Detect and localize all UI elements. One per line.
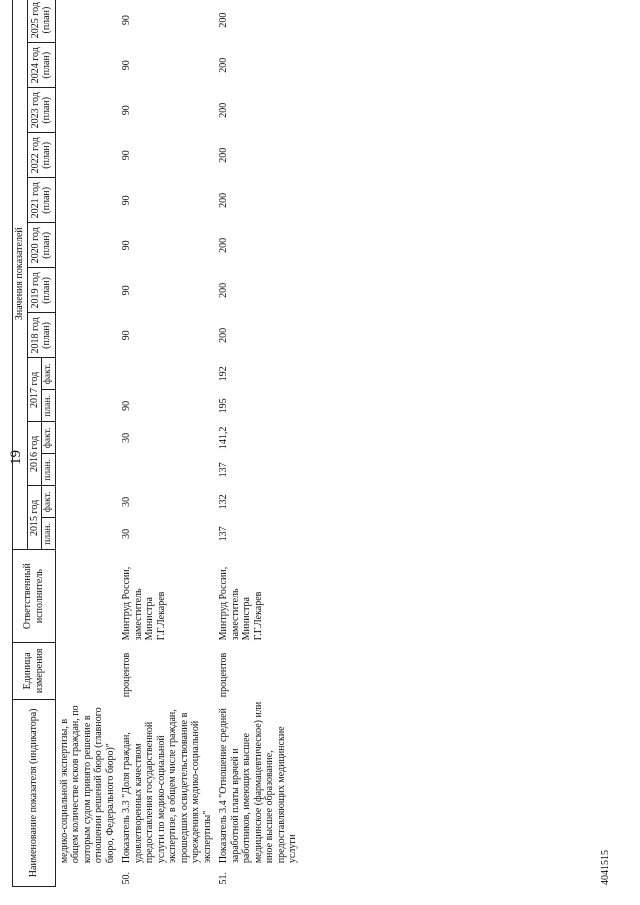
row-value [55,0,118,43]
header-forecast-year: 2025 год (план) [27,0,55,43]
row-value [55,518,118,550]
row-index: 50. [121,872,133,885]
row-value: 200 [218,147,230,163]
header-forecast-year: 2022 год (план) [27,133,55,178]
row-value [55,268,118,313]
row-unit: процентов [218,652,230,698]
row-value [55,178,118,223]
row-value: 90 [121,400,133,411]
row-responsible: Минтруд России, заместитель Министра Г.Г.Лекарев [121,566,167,641]
header-fact: факт. [42,422,56,454]
row-value: 30 [121,528,133,539]
row-value: 90 [121,285,133,296]
row-value [55,486,118,518]
row-value [55,43,118,88]
row-value [118,358,215,390]
row-value [55,454,118,486]
header-values-group: Значения показателей [13,0,28,550]
header-forecast-year: 2023 год (план) [27,88,55,133]
row-value: 200 [218,237,230,253]
row-responsible [55,550,118,642]
row-value: 137 [218,526,230,542]
row-value: 200 [218,12,230,28]
row-value: 30 [121,432,133,443]
row-value: 30 [121,496,133,507]
row-value: 200 [218,282,230,298]
row-value [55,358,118,390]
row-name: медико-социальной экспертизы, в общем количестве исков граждан, по которым судом принято решение в отношении решений бюро (главного бюро, Федерального бюро)" [58,705,116,864]
row-value: 90 [121,60,133,71]
header-plan: план. [42,454,56,486]
header-plan: план. [42,518,56,550]
row-value: 200 [218,102,230,118]
header-fact: факт. [42,486,56,518]
header-forecast-year: 2018 год (план) [27,313,55,358]
row-value: 141,2 [218,426,230,450]
row-name: Показатель 3.4 "Отношение средней заработной платы врачей и работников, имеющих высшее медицинское (фармацевтическое) или иное высшее образование, предоставляющих медицинские услуги [218,701,299,864]
row-index [55,865,118,886]
row-value: 192 [218,366,230,382]
row-name: Показатель 3.3 "Доля граждан, удовлетворенных качеством предоставления государственной услуги по медико-социальной экспертизе, в общем числе граждан, прошедших освидетельствование в учреждениях медико-социальной экспертизы" [121,709,213,864]
indicators-table [12,0,301,887]
row-value: 195 [218,398,230,414]
row-value [55,88,118,133]
row-value [55,422,118,454]
page-number: 19 [8,450,24,465]
row-value [55,390,118,422]
row-value: 90 [121,15,133,26]
header-year-2016: 2016 год [27,422,42,486]
row-responsible: Минтруд России, заместитель Министра Г.Г.Лекарев [218,566,264,641]
header-year-2017: 2017 год [27,358,42,422]
row-value: 132 [218,494,230,510]
header-year-2015: 2015 год [27,486,42,550]
row-value: 90 [121,330,133,341]
document-code: 4041515 [600,850,611,885]
header-plan: план. [42,390,56,422]
table-row [215,0,301,887]
row-unit [55,642,118,699]
header-forecast-year: 2020 год (план) [27,223,55,268]
row-value: 200 [218,192,230,208]
table-row [118,0,215,887]
row-value: 137 [218,462,230,478]
row-value: 90 [121,240,133,251]
row-value [55,313,118,358]
row-value: 90 [121,105,133,116]
header-name: Наименование показателя (индикатора) [13,699,56,886]
table-row [55,0,118,887]
header-forecast-year: 2021 год (план) [27,178,55,223]
row-value: 200 [218,57,230,73]
header-unit: Единица измерения [13,642,56,699]
header-forecast-year: 2019 год (план) [27,268,55,313]
row-index: 51. [218,872,230,885]
row-value [55,223,118,268]
header-fact: факт. [42,358,56,390]
row-value: 90 [121,150,133,161]
row-unit: процентов [121,652,133,698]
header-responsible: Ответственный исполнитель [13,550,56,642]
row-value: 200 [218,327,230,343]
header-forecast-year: 2024 год (план) [27,43,55,88]
row-value [55,133,118,178]
row-value: 90 [121,195,133,206]
row-value [118,454,215,486]
